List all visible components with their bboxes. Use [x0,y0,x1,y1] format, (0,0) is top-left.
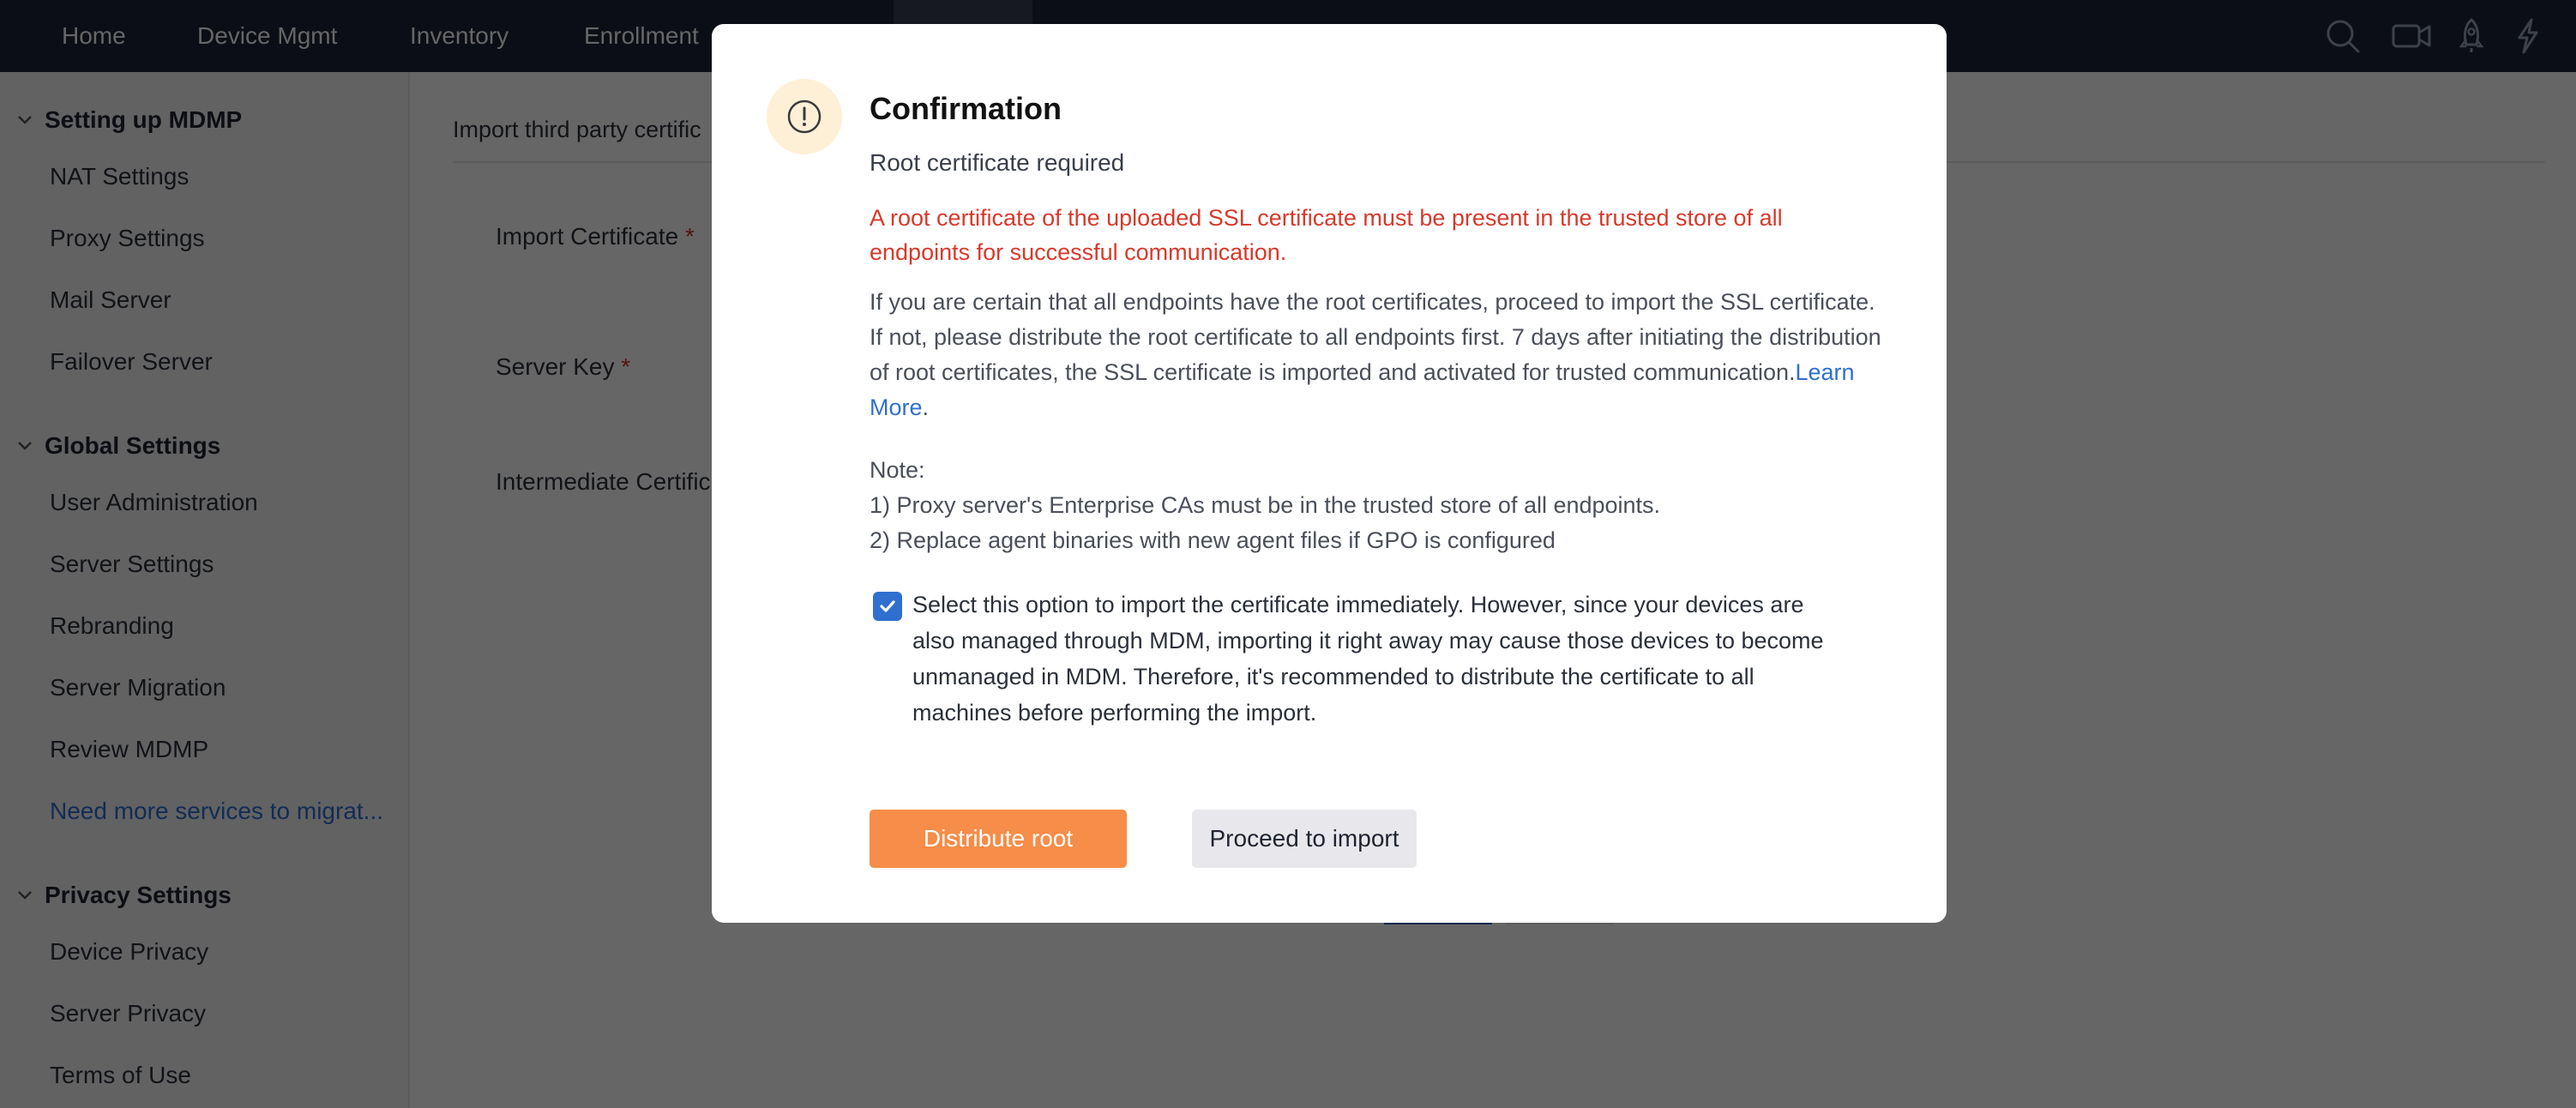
warning-message: A root certificate of the uploaded SSL certificate must be present in the trusted store of all endpoints for successful communication. [870,205,1783,265]
proceed-to-import-button[interactable]: Proceed to import [1192,810,1417,868]
info-icon [767,79,842,154]
info-text: If you are certain that all endpoints have the root certificates, proceed to import the SSL certificate. If not, please distribute the root certificate to all endpoints first. 7 days after initiating the distribution of root certificates, the SSL certificate is imported and activated for trusted communication. [870,289,1881,385]
info-trailing-period: . [922,394,930,420]
confirmation-dialog [712,24,1947,923]
distribute-root-certificate-button[interactable]: Distribute root certificate [870,810,1127,868]
note-line: 2) Replace agent binaries with new agent files if GPO is configured [870,527,1556,553]
import-immediately-checkbox[interactable] [873,592,902,621]
note-title: Note: [870,457,925,483]
import-immediately-option [873,587,1842,731]
info-message [870,285,1890,425]
note-block [870,453,1864,558]
dialog-subtitle: Root certificate required [870,149,1125,176]
dialog-title: Confirmation [870,91,1062,126]
learn-more-link[interactable]: Learn More [870,359,1855,420]
checkbox-label[interactable]: Select this option to import the certificate immediately. However, since your devices are also managed through MDM, importing it right away may cause those devices to become unmanaged in MDM. Therefore, it's recommended to distribute the certificate to all machines before performing the import. [912,592,1824,726]
note-line: 1) Proxy server's Enterprise CAs must be in the trusted store of all endpoints. [870,492,1661,518]
checkmark-icon [878,597,897,616]
